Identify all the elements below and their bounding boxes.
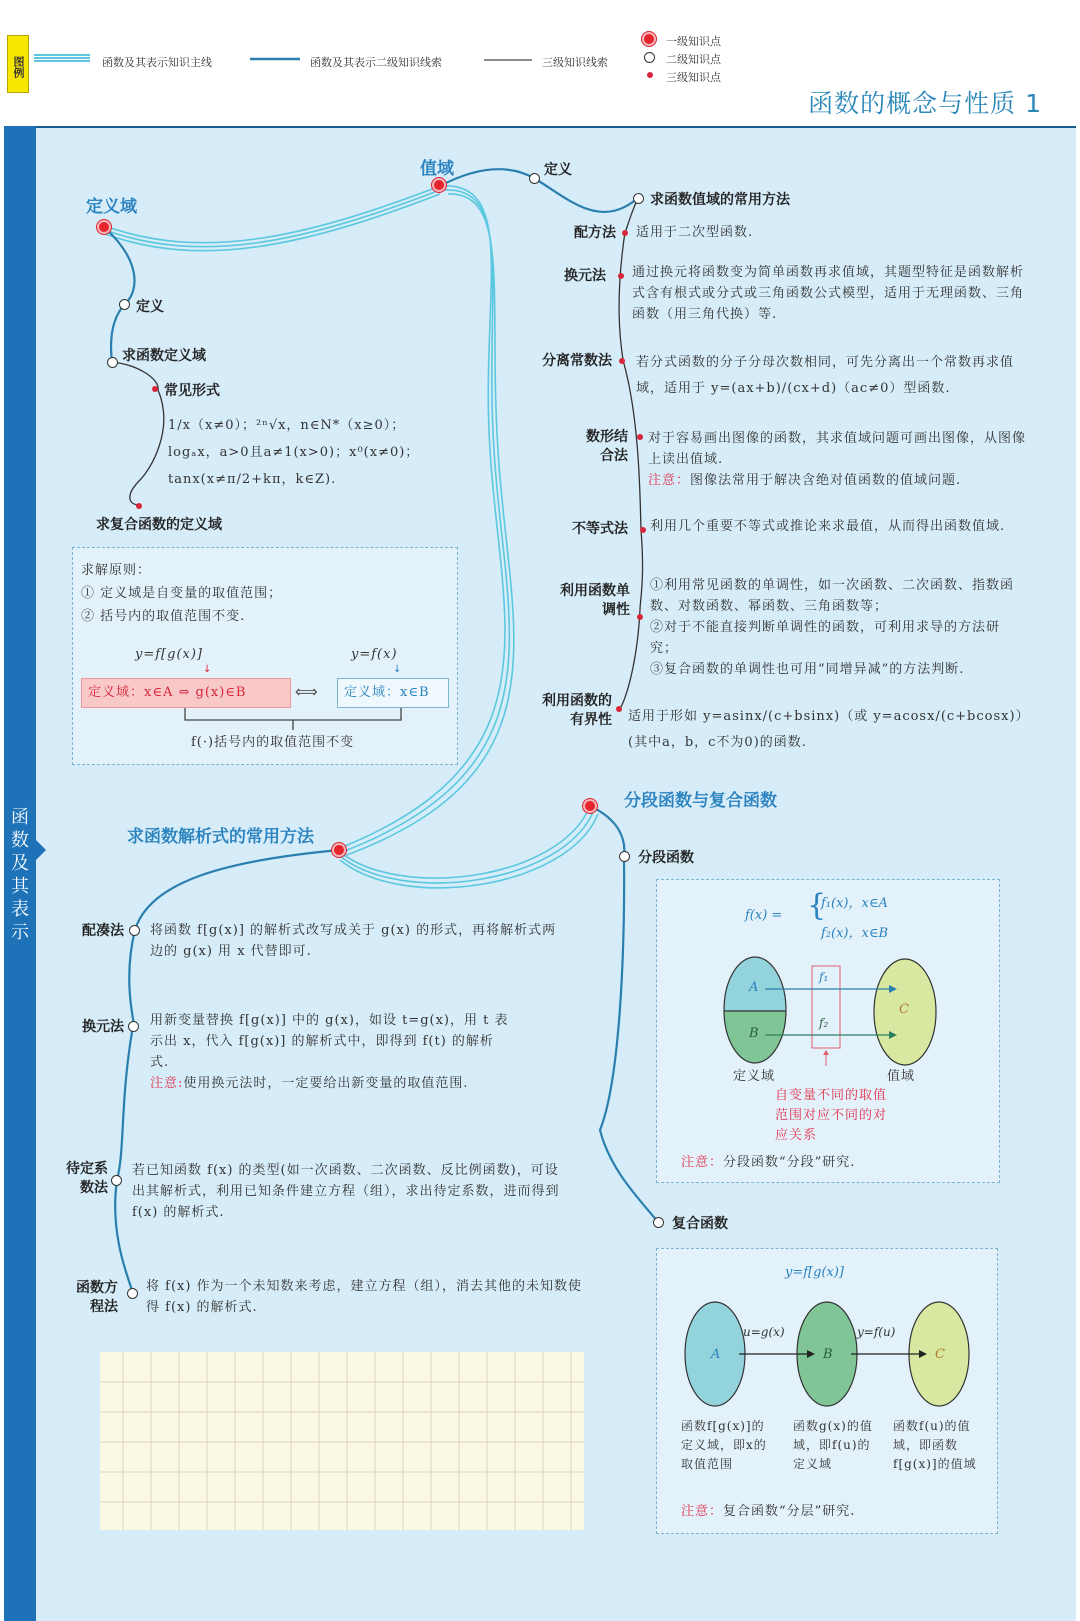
- node-range-method-1[interactable]: [622, 230, 628, 236]
- range-method-text: 适用于二次型函数.: [636, 225, 754, 240]
- node-piecewise-fn[interactable]: [619, 851, 630, 862]
- composite-note: [681, 1501, 855, 1522]
- note-text: 图像法常用于解决含绝对值函数的值域问题.: [690, 473, 962, 488]
- range-method-name: 利用函数的有界性: [542, 693, 612, 728]
- common-forms-list: [168, 412, 419, 493]
- analytic-method-text: 将函数 f[g(x)] 的解析式改写成关于 g(x) 的形式，再将解析式两边的 g(x) 用 x 代替即可.: [150, 923, 557, 959]
- legend-level3-label: 三级知识点: [666, 71, 721, 84]
- composite-domain-box-right: 定义域：x∈B: [337, 678, 449, 708]
- domain-definition-label: 定义: [136, 299, 164, 315]
- note-text: 使用换元法时，一定要给出新变量的取值范围.: [183, 1076, 469, 1091]
- legend-main-line-label: 函数及其表示知识主线: [102, 56, 212, 69]
- piecewise-note: [681, 1152, 855, 1173]
- node-composite-fn[interactable]: [653, 1217, 664, 1228]
- composite-formula: y=f[g(x)]: [135, 647, 203, 662]
- piecewise-case-1: f₁(x)，x∈A: [821, 896, 888, 911]
- brace-icon: {: [807, 888, 827, 923]
- range-method-name: 换元法: [564, 268, 606, 284]
- composite-caption-b: 函数g(x)的值域，即f(u)的定义域: [793, 1419, 873, 1471]
- composite-domain-label: 求复合函数的定义域: [96, 517, 222, 533]
- range-definition-label: 定义: [544, 162, 572, 178]
- set-c-label: C: [899, 1002, 909, 1017]
- piecewise-box: [656, 879, 1000, 1183]
- set-c-label: C: [935, 1347, 945, 1362]
- equivalence-arrow-icon: ⟺: [295, 682, 318, 701]
- map-f1-label: f₁: [819, 970, 829, 984]
- node-range-method-2[interactable]: [618, 273, 624, 279]
- node-range-method-7[interactable]: [616, 706, 622, 712]
- note-label: 注意：: [681, 1155, 724, 1170]
- note-label: 注意：: [648, 473, 691, 488]
- principle-2: ② 括号内的取值范围不变.: [81, 609, 246, 624]
- analytic-method-name: 换元法: [82, 1019, 124, 1035]
- range-method-name: 配方法: [574, 225, 616, 241]
- common-form-line: 1/x（x≠0）；²ⁿ√x，n∈N*（x≥0）；: [168, 418, 406, 433]
- note-label: 注意：: [681, 1504, 724, 1519]
- node-common-forms[interactable]: [152, 386, 158, 392]
- node-range-method-6[interactable]: [637, 614, 643, 620]
- composite-formula: y=f[g(x)]: [785, 1265, 844, 1280]
- node-analytic-method-4[interactable]: [127, 1288, 138, 1299]
- map-f-label: y=f(u): [857, 1325, 896, 1339]
- monotonic-line: ③复合函数的单调性也可用“同增异减”的方法判断.: [650, 662, 965, 677]
- analytic-method-text: 将 f(x) 作为一个未知数来考虑，建立方程（组），消去其他的未知数使得 f(x) 的解析式.: [146, 1279, 583, 1315]
- node-range-methods[interactable]: [633, 193, 644, 204]
- piecewise-case-2: f₂(x)，x∈B: [821, 926, 889, 941]
- analytic-method-text: [150, 1010, 510, 1094]
- analytic-method-name: 待定系数法: [66, 1161, 108, 1196]
- set-b-label: B: [749, 1026, 759, 1041]
- outer-formula: y=f(x): [351, 647, 398, 662]
- monotonic-line: ①利用常见函数的单调性，如一次函数、二次函数、指数函数、对数函数、幂函数、三角函数等；: [650, 578, 1015, 614]
- set-b-label: B: [823, 1347, 833, 1362]
- piecewise-title: 分段函数: [638, 850, 694, 866]
- notes-grid[interactable]: [100, 1352, 584, 1530]
- range-method-name: 不等式法: [572, 521, 628, 537]
- range-method-text: 利用几个重要不等式或推论来求最值，从而得出函数值域.: [650, 519, 1006, 534]
- range-method-text: 若分式函数的分子分母次数相同，可先分离出一个常数再求值域，适用于 y=(ax+b)/(cx+d)（ac≠0）型函数.: [636, 355, 1015, 396]
- node-domain-definition[interactable]: [119, 299, 130, 310]
- common-form-line: logₐx，a>0且a≠1(x>0)；x⁰(x≠0)；: [168, 445, 420, 460]
- node-range-method-3[interactable]: [619, 358, 625, 364]
- composite-domain-box: [72, 547, 458, 765]
- legend-tag: 图例: [7, 35, 29, 93]
- node-find-domain[interactable]: [107, 357, 118, 368]
- down-arrow-blue-icon: ↓: [393, 664, 402, 675]
- node-analytic-method-1[interactable]: [129, 925, 140, 936]
- note-text: 复合函数“分层”研究.: [723, 1504, 856, 1519]
- node-range-method-5[interactable]: [640, 527, 646, 533]
- composite-box: [656, 1248, 998, 1534]
- composite-title: 复合函数: [672, 1216, 728, 1232]
- find-domain-label: 求函数定义域: [122, 348, 206, 364]
- range-method-name: 数形结合法: [586, 429, 628, 464]
- composite-caption-c: 函数f(u)的值域，即函数f[g(x)]的值域: [893, 1419, 977, 1471]
- sidebar-label: 函数及其表示: [11, 807, 29, 943]
- legend-secondary-line-label: 函数及其表示二级知识线索: [310, 56, 442, 69]
- note-label: 注意:: [150, 1076, 184, 1091]
- legend-tertiary-line-label: 三级知识线索: [542, 56, 608, 69]
- piecewise-section-title: 分段函数与复合函数: [624, 791, 777, 811]
- piecewise-red-note: 自变量不同的取值范围对应不同的对应关系: [775, 1088, 888, 1143]
- range-caption: 值域: [887, 1069, 916, 1084]
- principle-title: 求解原则：: [81, 563, 152, 578]
- bracket-connector: [183, 708, 403, 730]
- node-analytic[interactable]: [332, 843, 346, 857]
- range-method-text: [648, 428, 1028, 491]
- analytic-method-text-main: 用新变量替换 f[g(x)] 中的 g(x)，如设 t=g(x)，用 t 表示出 x，代入 f[g(x)] 的解析式中，即得到 f(t) 的解析式.: [150, 1013, 509, 1070]
- analytic-title: 求函数解析式的常用方法: [127, 827, 314, 847]
- range-method-name: 利用函数单调性: [560, 583, 630, 618]
- principle-1: ① 定义域是自变量的取值范围；: [81, 586, 283, 601]
- node-analytic-method-2[interactable]: [128, 1021, 139, 1032]
- map-f2-label: f₂: [819, 1016, 829, 1030]
- map-g-label: u=g(x): [743, 1325, 785, 1339]
- node-composite-domain[interactable]: [136, 503, 142, 509]
- domain-caption: 定义域: [733, 1069, 776, 1084]
- node-range-method-4[interactable]: [637, 434, 643, 440]
- range-method-name: 分离常数法: [542, 353, 612, 369]
- range-title: 值域: [420, 159, 454, 179]
- composite-domain-box-left: 定义域：x∈A ⇔ g(x)∈B: [81, 678, 291, 708]
- node-piecewise[interactable]: [583, 799, 597, 813]
- legend-level1-label: 一级知识点: [666, 35, 721, 48]
- composite-domain-caption: f(·)括号内的取值范围不变: [191, 735, 355, 750]
- node-range[interactable]: [432, 178, 446, 192]
- analytic-method-name: 配凑法: [82, 923, 124, 939]
- node-analytic-method-3[interactable]: [111, 1175, 122, 1186]
- node-range-definition[interactable]: [529, 173, 540, 184]
- piecewise-formula-lhs: f(x) =: [745, 908, 783, 923]
- range-method-text: 通过换元将函数变为简单函数再求值域，其题型特征是函数解析式含有根式或分式或三角函数公式模型，适用于无理函数、三角函数（用三角代换）等.: [632, 265, 1025, 322]
- legend-level2-label: 二级知识点: [666, 53, 721, 66]
- down-arrow-red-icon: ↓: [203, 664, 212, 675]
- page-title: 函数的概念与性质 1: [808, 89, 1042, 118]
- range-method-text: 适用于形如 y=asinx/(c+bsinx)（或 y=acosx/(c+bcosx)）(其中a，b，c不为0)的函数.: [628, 709, 1024, 750]
- common-form-line: tanx(x≠π/2+kπ，k∈Z).: [168, 472, 337, 487]
- range-method-text: [650, 575, 1026, 680]
- node-domain[interactable]: [97, 220, 111, 234]
- domain-title: 定义域: [86, 197, 137, 217]
- set-a-label: A: [711, 1347, 721, 1362]
- monotonic-line: ②对于不能直接判断单调性的函数，可利用求导的方法研究；: [650, 620, 1001, 656]
- piecewise-mapping-diagram: [717, 956, 947, 1076]
- common-forms-label: 常见形式: [164, 383, 220, 399]
- analytic-method-name: 函数方程法: [76, 1280, 118, 1315]
- note-text: 分段函数“分段”研究.: [723, 1155, 856, 1170]
- composite-caption-a: 函数f[g(x)]的定义域，即x的取值范围: [681, 1419, 767, 1471]
- analytic-method-text: 若已知函数 f(x) 的类型(如一次函数、二次函数、反比例函数)，可设出其解析式，利用已知条件建立方程（组），求出待定系数，进而得到 f(x) 的解析式.: [132, 1163, 560, 1220]
- range-methods-title: 求函数值域的常用方法: [650, 192, 790, 208]
- range-method-text-main: 对于容易画出图像的函数，其求值域问题可画出图像，从图像上读出值域.: [648, 431, 1027, 467]
- set-a-label: A: [749, 980, 759, 995]
